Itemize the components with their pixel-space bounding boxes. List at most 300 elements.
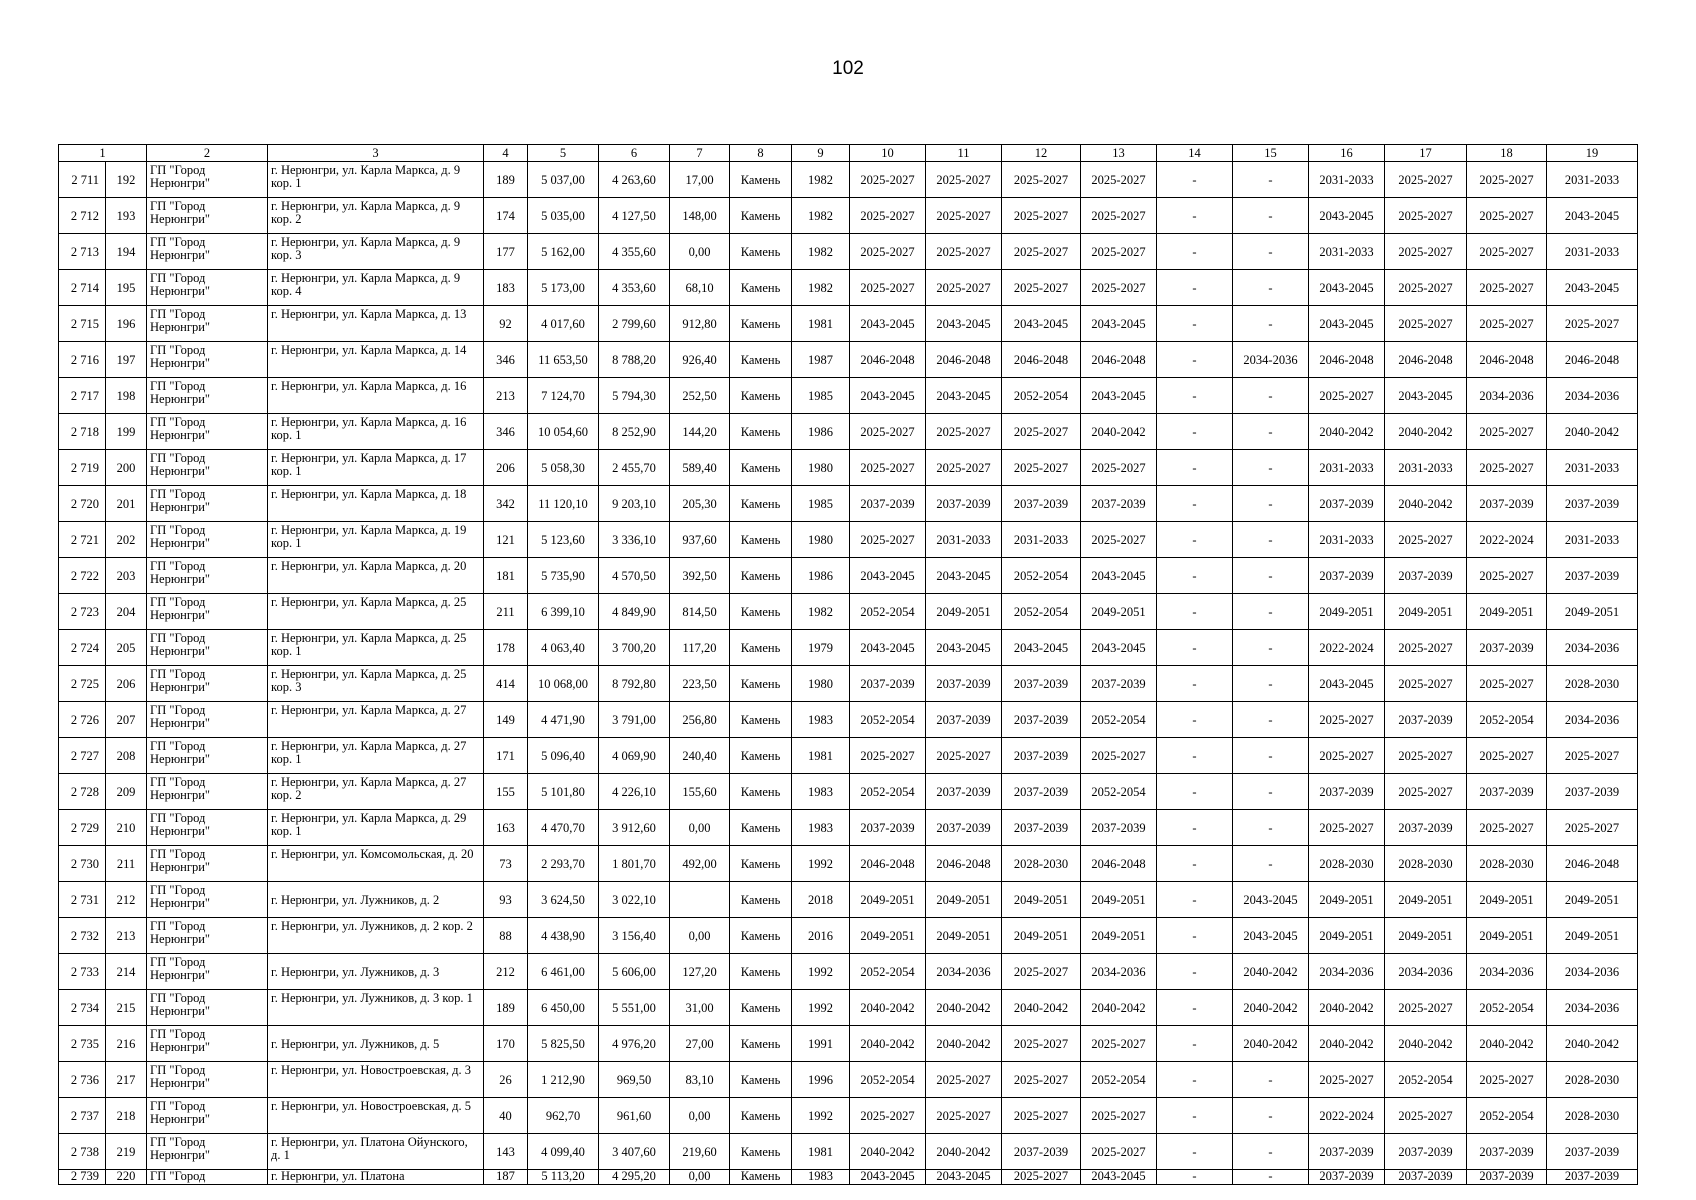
col-12-cell: 2025-2027 — [1002, 414, 1081, 450]
col-18-cell: 2037-2039 — [1467, 630, 1547, 666]
col-12-cell: 2037-2039 — [1002, 702, 1081, 738]
item-id-cell: 203 — [106, 558, 147, 594]
col-11-cell: 2037-2039 — [926, 810, 1002, 846]
organization-cell: ГП "Город Нерюнгри" — [147, 234, 268, 270]
col-13-cell: 2025-2027 — [1081, 522, 1157, 558]
table-row — [59, 270, 1638, 306]
col-16-cell: 2022-2024 — [1309, 1098, 1385, 1134]
col-5-cell: 6 461,00 — [528, 954, 599, 990]
col-18-cell: 2025-2027 — [1467, 414, 1547, 450]
col-4-cell: 149 — [484, 702, 528, 738]
column-number: 8 — [730, 145, 792, 162]
col-13-cell: 2049-2051 — [1081, 918, 1157, 954]
col-15-cell: 2040-2042 — [1233, 1026, 1309, 1062]
col-6-cell: 5 551,00 — [599, 990, 670, 1026]
table-row — [59, 486, 1638, 522]
col-19-cell: 2031-2033 — [1547, 522, 1638, 558]
col-5-cell: 3 624,50 — [528, 882, 599, 918]
col-5-cell: 1 212,90 — [528, 1062, 599, 1098]
col-7-cell: 68,10 — [670, 270, 730, 306]
row-number-cell: 2 728 — [59, 774, 106, 810]
build-year-cell: 1983 — [792, 702, 850, 738]
col-17-cell: 2040-2042 — [1385, 1026, 1467, 1062]
row-number-cell: 2 720 — [59, 486, 106, 522]
table-row — [59, 522, 1638, 558]
col-13-cell: 2046-2048 — [1081, 342, 1157, 378]
col-19-cell: 2028-2030 — [1547, 1062, 1638, 1098]
column-number: 12 — [1002, 145, 1081, 162]
col-16-cell: 2037-2039 — [1309, 1170, 1385, 1185]
organization-cell: ГП "Город Нерюнгри" — [147, 810, 268, 846]
wall-material-cell: Камень — [730, 162, 792, 198]
build-year-cell: 1979 — [792, 630, 850, 666]
organization-cell: ГП "Город Нерюнгри" — [147, 738, 268, 774]
col-19-cell: 2031-2033 — [1547, 234, 1638, 270]
col-7-cell: 0,00 — [670, 918, 730, 954]
table-row — [59, 954, 1638, 990]
col-10-cell: 2025-2027 — [850, 522, 926, 558]
col-4-cell: 73 — [484, 846, 528, 882]
col-17-cell: 2052-2054 — [1385, 1062, 1467, 1098]
organization-cell: ГП "Город — [147, 1170, 268, 1185]
table-row — [59, 1134, 1638, 1170]
col-11-cell: 2025-2027 — [926, 1098, 1002, 1134]
col-16-cell: 2034-2036 — [1309, 954, 1385, 990]
table-row — [59, 198, 1638, 234]
col-14-cell: - — [1157, 1062, 1233, 1098]
column-number: 17 — [1385, 145, 1467, 162]
col-12-cell: 2037-2039 — [1002, 810, 1081, 846]
col-17-cell: 2034-2036 — [1385, 954, 1467, 990]
col-4-cell: 143 — [484, 1134, 528, 1170]
row-number-cell: 2 718 — [59, 414, 106, 450]
col-18-cell: 2025-2027 — [1467, 270, 1547, 306]
col-17-cell: 2025-2027 — [1385, 270, 1467, 306]
col-12-cell: 2049-2051 — [1002, 918, 1081, 954]
organization-cell: ГП "Город Нерюнгри" — [147, 1134, 268, 1170]
col-18-cell: 2049-2051 — [1467, 882, 1547, 918]
col-6-cell: 961,60 — [599, 1098, 670, 1134]
build-year-cell: 1981 — [792, 1134, 850, 1170]
col-14-cell: - — [1157, 846, 1233, 882]
col-10-cell: 2046-2048 — [850, 342, 926, 378]
col-17-cell: 2037-2039 — [1385, 810, 1467, 846]
col-16-cell: 2049-2051 — [1309, 918, 1385, 954]
column-number: 5 — [528, 145, 599, 162]
item-id-cell: 200 — [106, 450, 147, 486]
col-7-cell: 83,10 — [670, 1062, 730, 1098]
address-cell: г. Нерюнгри, ул. Карла Маркса, д. 14 — [268, 342, 484, 378]
build-year-cell: 1982 — [792, 594, 850, 630]
col-16-cell: 2037-2039 — [1309, 774, 1385, 810]
col-14-cell: - — [1157, 738, 1233, 774]
col-10-cell: 2025-2027 — [850, 414, 926, 450]
address-cell: г. Нерюнгри, ул. Карла Маркса, д. 18 — [268, 486, 484, 522]
col-12-cell: 2025-2027 — [1002, 198, 1081, 234]
table-row — [59, 306, 1638, 342]
row-number-cell: 2 722 — [59, 558, 106, 594]
col-4-cell: 121 — [484, 522, 528, 558]
col-19-cell: 2034-2036 — [1547, 954, 1638, 990]
address-cell: г. Нерюнгри, ул. Карла Маркса, д. 9 кор. 3 — [268, 234, 484, 270]
row-number-cell: 2 731 — [59, 882, 106, 918]
col-7-cell: 240,40 — [670, 738, 730, 774]
col-14-cell: - — [1157, 234, 1233, 270]
col-15-cell: - — [1233, 810, 1309, 846]
col-7-cell: 219,60 — [670, 1134, 730, 1170]
organization-cell: ГП "Город Нерюнгри" — [147, 1026, 268, 1062]
col-10-cell: 2025-2027 — [850, 234, 926, 270]
col-6-cell: 4 570,50 — [599, 558, 670, 594]
col-14-cell: - — [1157, 1170, 1233, 1185]
column-number: 3 — [268, 145, 484, 162]
col-19-cell: 2037-2039 — [1547, 558, 1638, 594]
address-cell: г. Нерюнгри, ул. Лужников, д. 5 — [268, 1026, 484, 1062]
col-7-cell: 27,00 — [670, 1026, 730, 1062]
col-14-cell: - — [1157, 1134, 1233, 1170]
wall-material-cell: Камень — [730, 846, 792, 882]
col-7-cell: 0,00 — [670, 234, 730, 270]
col-15-cell: - — [1233, 738, 1309, 774]
row-number-cell: 2 711 — [59, 162, 106, 198]
col-12-cell: 2025-2027 — [1002, 1098, 1081, 1134]
row-number-cell: 2 723 — [59, 594, 106, 630]
col-18-cell: 2025-2027 — [1467, 450, 1547, 486]
organization-cell: ГП "Город Нерюнгри" — [147, 486, 268, 522]
col-14-cell: - — [1157, 342, 1233, 378]
table-row — [59, 342, 1638, 378]
col-11-cell: 2025-2027 — [926, 738, 1002, 774]
col-19-cell: 2037-2039 — [1547, 1170, 1638, 1185]
col-14-cell: - — [1157, 882, 1233, 918]
col-12-cell: 2043-2045 — [1002, 630, 1081, 666]
build-year-cell: 1992 — [792, 954, 850, 990]
build-year-cell: 1992 — [792, 846, 850, 882]
row-number-cell: 2 715 — [59, 306, 106, 342]
col-18-cell: 2025-2027 — [1467, 162, 1547, 198]
col-16-cell: 2031-2033 — [1309, 234, 1385, 270]
col-5-cell: 4 063,40 — [528, 630, 599, 666]
col-15-cell: 2040-2042 — [1233, 990, 1309, 1026]
col-18-cell: 2037-2039 — [1467, 1134, 1547, 1170]
col-10-cell: 2037-2039 — [850, 486, 926, 522]
item-id-cell: 202 — [106, 522, 147, 558]
wall-material-cell: Камень — [730, 954, 792, 990]
col-15-cell: 2040-2042 — [1233, 954, 1309, 990]
item-id-cell: 213 — [106, 918, 147, 954]
col-18-cell: 2025-2027 — [1467, 1062, 1547, 1098]
address-cell: г. Нерюнгри, ул. Комсомольская, д. 20 — [268, 846, 484, 882]
col-6-cell: 8 252,90 — [599, 414, 670, 450]
column-number: 19 — [1547, 145, 1638, 162]
build-year-cell: 1980 — [792, 522, 850, 558]
organization-cell: ГП "Город Нерюнгри" — [147, 774, 268, 810]
col-4-cell: 211 — [484, 594, 528, 630]
col-15-cell: - — [1233, 1062, 1309, 1098]
table-row — [59, 1170, 1638, 1185]
wall-material-cell: Камень — [730, 450, 792, 486]
build-year-cell: 1986 — [792, 414, 850, 450]
col-6-cell: 3 156,40 — [599, 918, 670, 954]
col-5-cell: 10 054,60 — [528, 414, 599, 450]
col-6-cell: 969,50 — [599, 1062, 670, 1098]
col-4-cell: 206 — [484, 450, 528, 486]
col-5-cell: 4 470,70 — [528, 810, 599, 846]
table-row — [59, 1026, 1638, 1062]
col-5-cell: 5 123,60 — [528, 522, 599, 558]
address-cell: г. Нерюнгри, ул. Лужников, д. 3 кор. 1 — [268, 990, 484, 1026]
col-14-cell: - — [1157, 594, 1233, 630]
col-16-cell: 2046-2048 — [1309, 342, 1385, 378]
organization-cell: ГП "Город Нерюнгри" — [147, 342, 268, 378]
wall-material-cell: Камень — [730, 738, 792, 774]
col-16-cell: 2028-2030 — [1309, 846, 1385, 882]
organization-cell: ГП "Город Нерюнгри" — [147, 594, 268, 630]
col-12-cell: 2040-2042 — [1002, 990, 1081, 1026]
col-10-cell: 2025-2027 — [850, 738, 926, 774]
col-19-cell: 2028-2030 — [1547, 666, 1638, 702]
item-id-cell: 198 — [106, 378, 147, 414]
col-11-cell: 2025-2027 — [926, 162, 1002, 198]
col-18-cell: 2046-2048 — [1467, 342, 1547, 378]
col-18-cell: 2028-2030 — [1467, 846, 1547, 882]
col-11-cell: 2043-2045 — [926, 1170, 1002, 1185]
col-18-cell: 2025-2027 — [1467, 558, 1547, 594]
col-10-cell: 2037-2039 — [850, 666, 926, 702]
col-5-cell: 5 162,00 — [528, 234, 599, 270]
row-number-cell: 2 717 — [59, 378, 106, 414]
col-12-cell: 2025-2027 — [1002, 450, 1081, 486]
table-row — [59, 630, 1638, 666]
col-18-cell: 2037-2039 — [1467, 1170, 1547, 1185]
col-6-cell: 4 295,20 — [599, 1170, 670, 1185]
col-5-cell: 5 037,00 — [528, 162, 599, 198]
col-4-cell: 212 — [484, 954, 528, 990]
organization-cell: ГП "Город Нерюнгри" — [147, 558, 268, 594]
col-14-cell: - — [1157, 1098, 1233, 1134]
col-17-cell: 2040-2042 — [1385, 486, 1467, 522]
table-row — [59, 738, 1638, 774]
organization-cell: ГП "Город Нерюнгри" — [147, 846, 268, 882]
col-19-cell: 2046-2048 — [1547, 342, 1638, 378]
col-10-cell: 2049-2051 — [850, 918, 926, 954]
col-7-cell: 205,30 — [670, 486, 730, 522]
col-16-cell: 2031-2033 — [1309, 522, 1385, 558]
col-4-cell: 181 — [484, 558, 528, 594]
col-15-cell: - — [1233, 306, 1309, 342]
col-12-cell: 2025-2027 — [1002, 234, 1081, 270]
col-15-cell: - — [1233, 594, 1309, 630]
col-17-cell: 2025-2027 — [1385, 234, 1467, 270]
row-number-cell: 2 729 — [59, 810, 106, 846]
col-19-cell: 2034-2036 — [1547, 702, 1638, 738]
col-10-cell: 2043-2045 — [850, 630, 926, 666]
table-row — [59, 1098, 1638, 1134]
column-number: 9 — [792, 145, 850, 162]
wall-material-cell: Камень — [730, 1062, 792, 1098]
col-16-cell: 2040-2042 — [1309, 414, 1385, 450]
item-id-cell: 215 — [106, 990, 147, 1026]
col-12-cell: 2037-2039 — [1002, 738, 1081, 774]
wall-material-cell: Камень — [730, 1026, 792, 1062]
col-19-cell: 2043-2045 — [1547, 270, 1638, 306]
col-7-cell: 814,50 — [670, 594, 730, 630]
col-15-cell: - — [1233, 270, 1309, 306]
organization-cell: ГП "Город Нерюнгри" — [147, 378, 268, 414]
col-12-cell: 2037-2039 — [1002, 666, 1081, 702]
row-number-cell: 2 733 — [59, 954, 106, 990]
col-11-cell: 2046-2048 — [926, 846, 1002, 882]
col-5-cell: 4 438,90 — [528, 918, 599, 954]
col-11-cell: 2043-2045 — [926, 378, 1002, 414]
col-5-cell: 5 735,90 — [528, 558, 599, 594]
col-7-cell — [670, 882, 730, 918]
col-11-cell: 2040-2042 — [926, 1026, 1002, 1062]
col-17-cell: 2025-2027 — [1385, 522, 1467, 558]
table-row — [59, 666, 1638, 702]
col-10-cell: 2040-2042 — [850, 1134, 926, 1170]
col-18-cell: 2034-2036 — [1467, 378, 1547, 414]
col-10-cell: 2052-2054 — [850, 1062, 926, 1098]
address-cell: г. Нерюнгри, ул. Лужников, д. 2 — [268, 882, 484, 918]
organization-cell: ГП "Город Нерюнгри" — [147, 630, 268, 666]
row-number-cell: 2 735 — [59, 1026, 106, 1062]
col-15-cell: 2034-2036 — [1233, 342, 1309, 378]
col-15-cell: - — [1233, 450, 1309, 486]
table-row — [59, 594, 1638, 630]
table-row — [59, 450, 1638, 486]
col-17-cell: 2025-2027 — [1385, 774, 1467, 810]
col-13-cell: 2025-2027 — [1081, 234, 1157, 270]
table-row — [59, 1062, 1638, 1098]
build-year-cell: 1982 — [792, 198, 850, 234]
col-6-cell: 1 801,70 — [599, 846, 670, 882]
col-13-cell: 2040-2042 — [1081, 990, 1157, 1026]
organization-cell: ГП "Город Нерюнгри" — [147, 954, 268, 990]
col-13-cell: 2046-2048 — [1081, 846, 1157, 882]
col-6-cell: 9 203,10 — [599, 486, 670, 522]
col-14-cell: - — [1157, 198, 1233, 234]
address-cell: г. Нерюнгри, ул. Карла Маркса, д. 25 кор. 3 — [268, 666, 484, 702]
organization-cell: ГП "Город Нерюнгри" — [147, 270, 268, 306]
col-17-cell: 2025-2027 — [1385, 666, 1467, 702]
col-4-cell: 346 — [484, 414, 528, 450]
build-year-cell: 1987 — [792, 342, 850, 378]
col-13-cell: 2052-2054 — [1081, 702, 1157, 738]
col-13-cell: 2043-2045 — [1081, 378, 1157, 414]
col-7-cell: 31,00 — [670, 990, 730, 1026]
item-id-cell: 207 — [106, 702, 147, 738]
organization-cell: ГП "Город Нерюнгри" — [147, 414, 268, 450]
col-13-cell: 2049-2051 — [1081, 594, 1157, 630]
col-17-cell: 2049-2051 — [1385, 918, 1467, 954]
col-18-cell: 2049-2051 — [1467, 918, 1547, 954]
col-11-cell: 2049-2051 — [926, 594, 1002, 630]
col-7-cell: 0,00 — [670, 1170, 730, 1185]
address-cell: г. Нерюнгри, ул. Карла Маркса, д. 27 кор. 1 — [268, 738, 484, 774]
col-16-cell: 2049-2051 — [1309, 594, 1385, 630]
col-14-cell: - — [1157, 990, 1233, 1026]
col-18-cell: 2052-2054 — [1467, 702, 1547, 738]
item-id-cell: 211 — [106, 846, 147, 882]
col-5-cell: 5 173,00 — [528, 270, 599, 306]
row-number-cell: 2 719 — [59, 450, 106, 486]
wall-material-cell: Камень — [730, 522, 792, 558]
col-5-cell: 11 120,10 — [528, 486, 599, 522]
organization-cell: ГП "Город Нерюнгри" — [147, 306, 268, 342]
col-5-cell: 7 124,70 — [528, 378, 599, 414]
col-7-cell: 912,80 — [670, 306, 730, 342]
col-6-cell: 4 353,60 — [599, 270, 670, 306]
col-10-cell: 2040-2042 — [850, 1026, 926, 1062]
wall-material-cell: Камень — [730, 594, 792, 630]
build-year-cell: 1982 — [792, 270, 850, 306]
col-15-cell: - — [1233, 702, 1309, 738]
col-16-cell: 2049-2051 — [1309, 882, 1385, 918]
col-4-cell: 414 — [484, 666, 528, 702]
row-number-cell: 2 726 — [59, 702, 106, 738]
col-14-cell: - — [1157, 1026, 1233, 1062]
row-number-cell: 2 739 — [59, 1170, 106, 1185]
col-18-cell: 2025-2027 — [1467, 738, 1547, 774]
build-year-cell: 1986 — [792, 558, 850, 594]
address-cell: г. Нерюнгри, ул. Карла Маркса, д. 16 — [268, 378, 484, 414]
organization-cell: ГП "Город Нерюнгри" — [147, 990, 268, 1026]
build-year-cell: 1985 — [792, 486, 850, 522]
col-11-cell: 2034-2036 — [926, 954, 1002, 990]
item-id-cell: 204 — [106, 594, 147, 630]
col-19-cell: 2025-2027 — [1547, 738, 1638, 774]
col-14-cell: - — [1157, 378, 1233, 414]
col-11-cell: 2049-2051 — [926, 882, 1002, 918]
col-17-cell: 2043-2045 — [1385, 378, 1467, 414]
item-id-cell: 210 — [106, 810, 147, 846]
row-number-cell: 2 712 — [59, 198, 106, 234]
wall-material-cell: Камень — [730, 270, 792, 306]
wall-material-cell: Камень — [730, 1098, 792, 1134]
col-15-cell: 2043-2045 — [1233, 918, 1309, 954]
col-12-cell: 2037-2039 — [1002, 774, 1081, 810]
col-4-cell: 187 — [484, 1170, 528, 1185]
col-19-cell: 2040-2042 — [1547, 1026, 1638, 1062]
col-19-cell: 2043-2045 — [1547, 198, 1638, 234]
column-number: 18 — [1467, 145, 1547, 162]
build-year-cell: 1996 — [792, 1062, 850, 1098]
build-year-cell: 1991 — [792, 1026, 850, 1062]
col-7-cell: 256,80 — [670, 702, 730, 738]
col-13-cell: 2025-2027 — [1081, 738, 1157, 774]
col-17-cell: 2037-2039 — [1385, 1134, 1467, 1170]
row-number-cell: 2 730 — [59, 846, 106, 882]
col-18-cell: 2052-2054 — [1467, 990, 1547, 1026]
col-4-cell: 342 — [484, 486, 528, 522]
table-row — [59, 414, 1638, 450]
col-5-cell: 5 113,20 — [528, 1170, 599, 1185]
col-7-cell: 127,20 — [670, 954, 730, 990]
col-5-cell: 5 101,80 — [528, 774, 599, 810]
col-17-cell: 2037-2039 — [1385, 702, 1467, 738]
row-number-cell: 2 727 — [59, 738, 106, 774]
col-16-cell: 2037-2039 — [1309, 558, 1385, 594]
col-14-cell: - — [1157, 486, 1233, 522]
col-14-cell: - — [1157, 702, 1233, 738]
col-4-cell: 40 — [484, 1098, 528, 1134]
build-year-cell: 1981 — [792, 306, 850, 342]
address-cell: г. Нерюнгри, ул. Платона — [268, 1170, 484, 1185]
col-7-cell: 155,60 — [670, 774, 730, 810]
col-19-cell: 2034-2036 — [1547, 990, 1638, 1026]
col-14-cell: - — [1157, 666, 1233, 702]
